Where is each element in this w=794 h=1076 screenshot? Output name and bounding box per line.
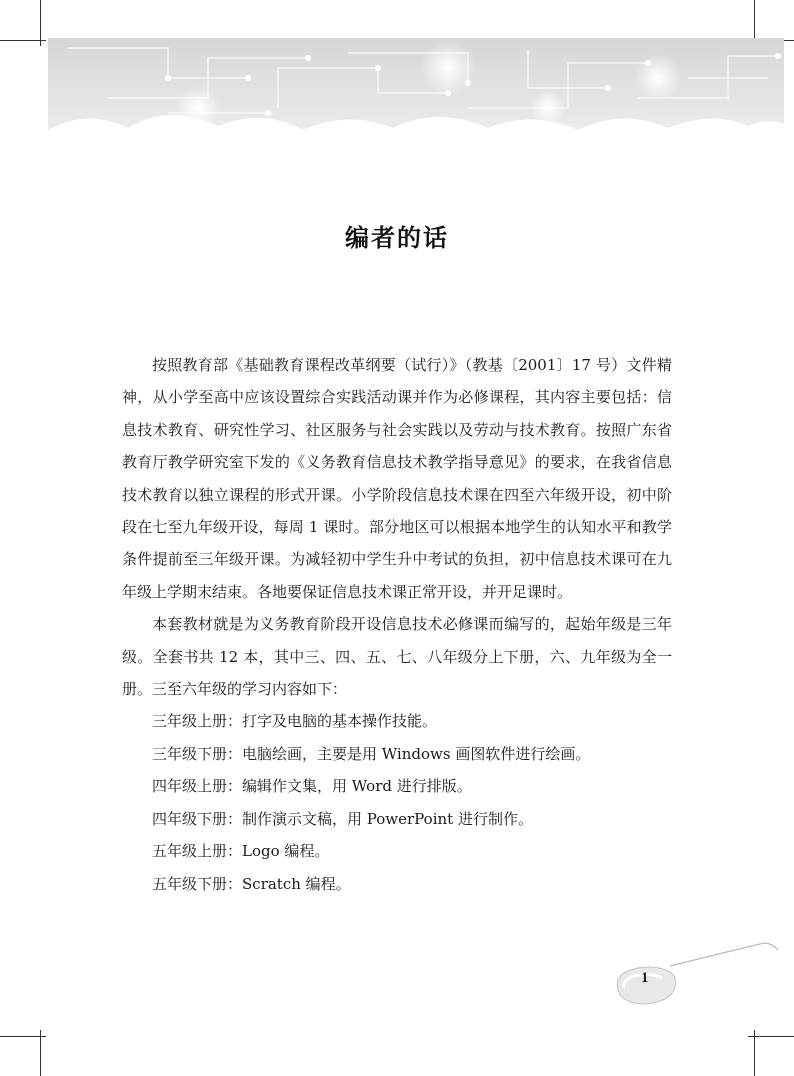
page-number: 1 [641,970,649,986]
crop-mark-top-left-h [0,40,46,41]
list-item: 五年级下册：Scratch 编程。 [152,874,351,893]
circuit-banner-icon [48,38,784,156]
page-title: 编者的话 [345,223,449,252]
paragraph-1: 按照教育部《基础教育课程改革纲要（试行）》（教基〔2001〕17 号）文件精神，从小学至高中应该设置综合实践活动课并作为必修课程，其内容主要包括：信息技术教育、研究性学习、社区服务与社会实践以及劳动与技术教育。按照广东省教育厅教学研究室下发的《义务教育信息技术教学指导意见》的要求，在我省信息技术教育以独立课程的形式开课。小学阶段信息技术课在四至六年级开设，初中阶段在七至九年级开设，每周 1 课时。部分地区可以根据本地学生的认知水平和教学条件提前至三年级开课。为减轻初中学生升中考试的负担，初中信息技术课可在九年级上学期末结束。各地要保证信息技术课正常开设，并开足课时。 [122,356,672,601]
list-item: 四年级上册：编辑作文集，用 Word 进行排版。 [152,777,472,796]
preface-body [122,349,672,900]
list-item: 五年级上册：Logo 编程。 [152,842,330,861]
crop-mark-bottom-right-h [748,1036,794,1037]
list-item: 三年级上册：打字及电脑的基本操作技能。 [152,712,438,731]
list-item: 三年级下册：电脑绘画，主要是用 Windows 画图软件进行绘画。 [152,744,591,763]
list-item: 四年级下册：制作演示文稿，用 PowerPoint 进行制作。 [152,809,533,828]
crop-mark-bottom-left-h [0,1036,46,1037]
mouse-icon [610,936,780,1020]
paragraph-2: 本套教材就是为义务教育阶段开设信息技术必修课而编写的，起始年级是三年级。全套书共 12 本，其中三、四、五、七、八年级分上下册，六、九年级为全一册。三至六年级的学习内容如下： [122,615,672,699]
